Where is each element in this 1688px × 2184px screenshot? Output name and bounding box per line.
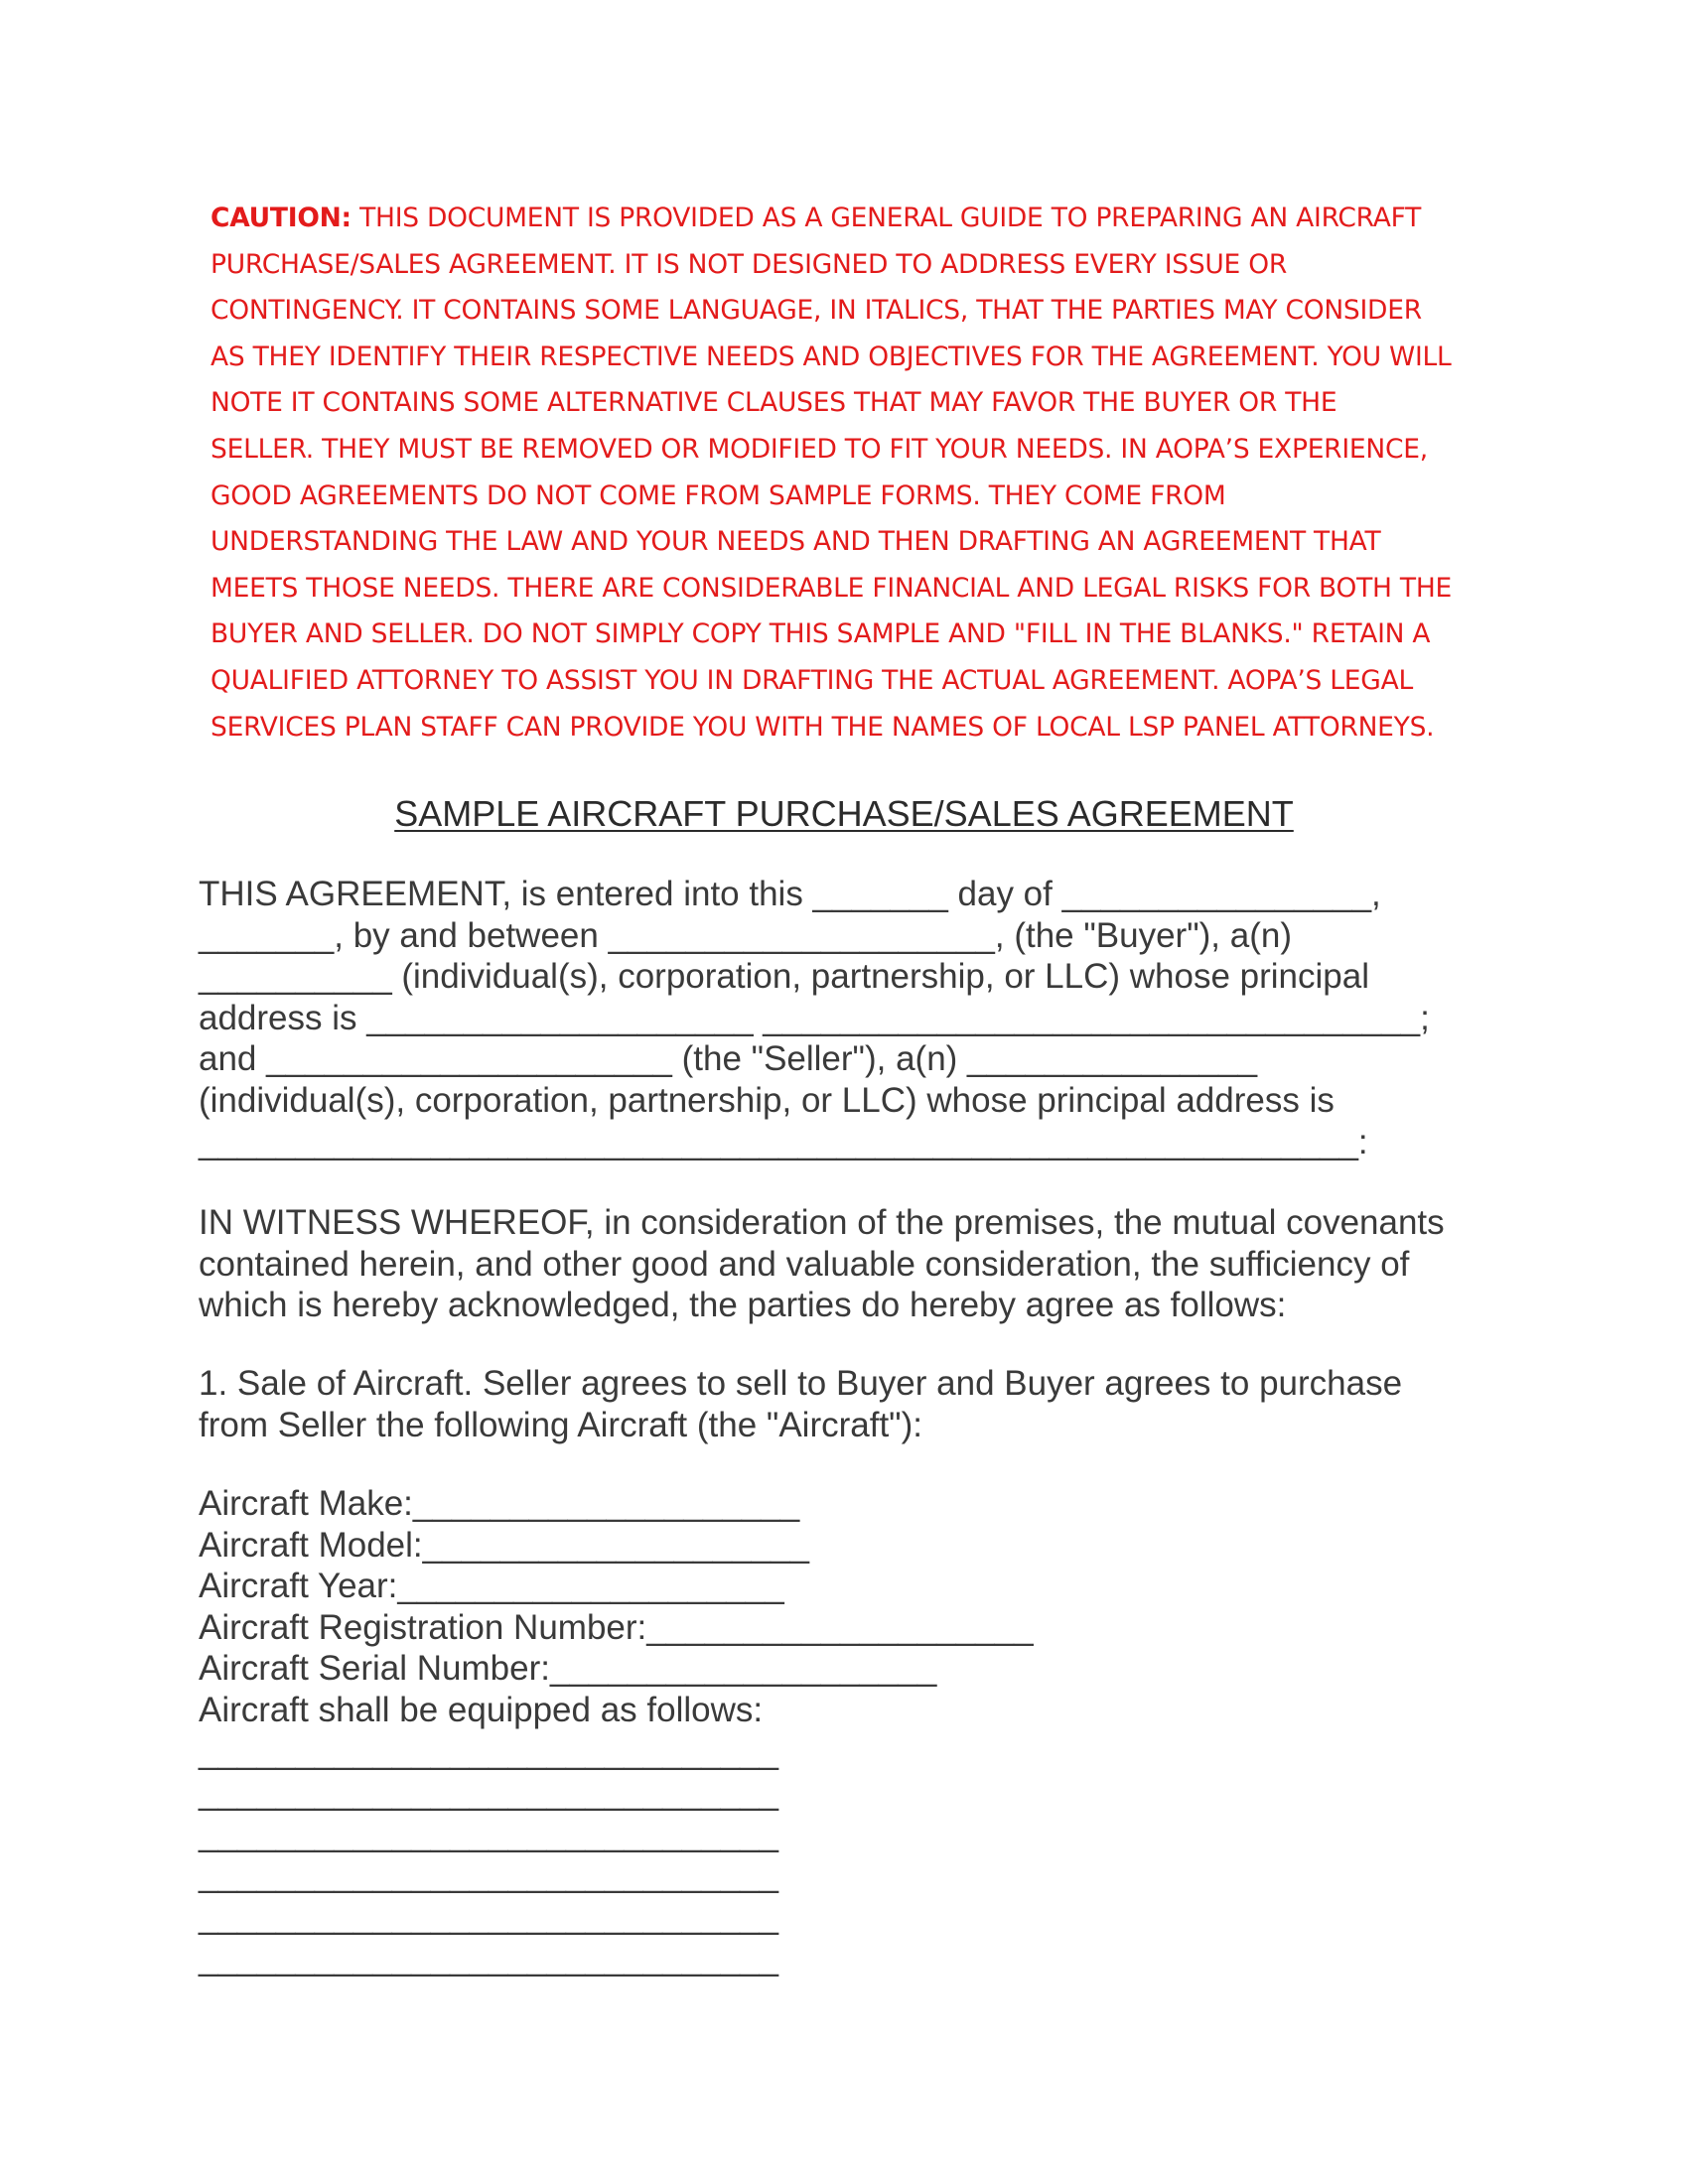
- caution-label: CAUTION:: [211, 203, 352, 233]
- caution-line: NOTE IT CONTAINS SOME ALTERNATIVE CLAUSES THAT MAY FAVOR THE BUYER OR THE: [211, 387, 1337, 419]
- caution-line: AS THEY IDENTIFY THEIR RESPECTIVE NEEDS AND OBJECTIVES FOR THE AGREEMENT. YOU WILL: [211, 341, 1452, 372]
- caution-line: SELLER. THEY MUST BE REMOVED OR MODIFIED TO FIT YOUR NEEDS. IN AOPA’S EXPERIENCE,: [211, 433, 1428, 465]
- equipment-blank-line: ______________________________: [199, 1731, 778, 1771]
- caution-line: UNDERSTANDING THE LAW AND YOUR NEEDS AND THEN DRAFTING AN AGREEMENT THAT: [211, 526, 1381, 558]
- equipment-blank-line: ______________________________: [199, 1814, 778, 1853]
- sale-line: from Seller the following Aircraft (the "Aircraft"):: [199, 1405, 922, 1444]
- caution-line: PURCHASE/SALES AGREEMENT. IT IS NOT DESIGNED TO ADDRESS EVERY ISSUE OR: [211, 248, 1287, 280]
- caution-line: GOOD AGREEMENTS DO NOT COME FROM SAMPLE FORMS. THEY COME FROM: [211, 479, 1226, 511]
- caution-line: CONTINGENCY. IT CONTAINS SOME LANGUAGE, IN ITALICS, THAT THE PARTIES MAY CONSIDER: [211, 295, 1422, 327]
- aircraft-fields: [199, 1483, 1489, 1979]
- aircraft-registration-field: Aircraft Registration Number:____________________: [199, 1607, 1034, 1647]
- caution-line: BUYER AND SELLER. DO NOT SIMPLY COPY THIS SAMPLE AND "FILL IN THE BLANKS." RETAIN A: [211, 618, 1431, 650]
- caution-notice: [211, 196, 1511, 751]
- agreement-intro-paragraph: [199, 874, 1489, 1162]
- equipment-blank-line: ______________________________: [199, 1896, 778, 1936]
- caution-line: SERVICES PLAN STAFF CAN PROVIDE YOU WITH THE NAMES OF LOCAL LSP PANEL ATTORNEYS.: [211, 711, 1435, 743]
- equipment-blank-line: ______________________________: [199, 1938, 778, 1978]
- intro-line: address is ____________________ __________________________________;: [199, 998, 1430, 1037]
- aircraft-make-field: Aircraft Make:____________________: [199, 1484, 800, 1523]
- intro-line: (individual(s), corporation, partnership, or LLC) whose principal address is: [199, 1080, 1335, 1120]
- caution-line-text: THIS DOCUMENT IS PROVIDED AS A GENERAL GUIDE TO PREPARING AN AIRCRAFT: [351, 203, 1422, 233]
- aircraft-serial-field: Aircraft Serial Number:____________________: [199, 1649, 937, 1689]
- document-title: SAMPLE AIRCRAFT PURCHASE/SALES AGREEMENT: [394, 793, 1294, 834]
- intro-line: and _____________________ (the "Seller"), a(n) _______________: [199, 1039, 1258, 1079]
- witness-line: contained herein, and other good and valuable consideration, the sufficiency of: [199, 1244, 1410, 1284]
- sale-line: 1. Sale of Aircraft. Seller agrees to sell to Buyer and Buyer agrees to purchase: [199, 1364, 1403, 1403]
- witness-line: IN WITNESS WHEREOF, in consideration of the premises, the mutual covenants: [199, 1203, 1445, 1242]
- witness-paragraph: [199, 1202, 1489, 1326]
- caution-line: [211, 196, 1511, 242]
- intro-line: THIS AGREEMENT, is entered into this _______ day of ________________,: [199, 875, 1381, 913]
- caution-line: QUALIFIED ATTORNEY TO ASSIST YOU IN DRAFTING THE ACTUAL AGREEMENT. AOPA’S LEGAL: [211, 664, 1413, 696]
- intro-line: ____________________________________________________________:: [199, 1122, 1368, 1161]
- equipment-blank-line: ______________________________: [199, 1773, 778, 1813]
- caution-line: MEETS THOSE NEEDS. THERE ARE CONSIDERABLE FINANCIAL AND LEGAL RISKS FOR BOTH THE: [211, 572, 1453, 604]
- witness-line: which is hereby acknowledged, the parties do hereby agree as follows:: [199, 1286, 1287, 1325]
- intro-line: __________ (individual(s), corporation, partnership, or LLC) whose principal: [199, 957, 1369, 997]
- sale-of-aircraft-paragraph: [199, 1363, 1489, 1445]
- equipment-blank-line: ______________________________: [199, 1855, 778, 1895]
- aircraft-model-field: Aircraft Model:____________________: [199, 1525, 809, 1565]
- intro-line: _______, by and between ____________________, (the "Buyer"), a(n): [199, 915, 1292, 955]
- aircraft-year-field: Aircraft Year:____________________: [199, 1567, 784, 1606]
- aircraft-equipment-label: Aircraft shall be equipped as follows:: [199, 1690, 764, 1729]
